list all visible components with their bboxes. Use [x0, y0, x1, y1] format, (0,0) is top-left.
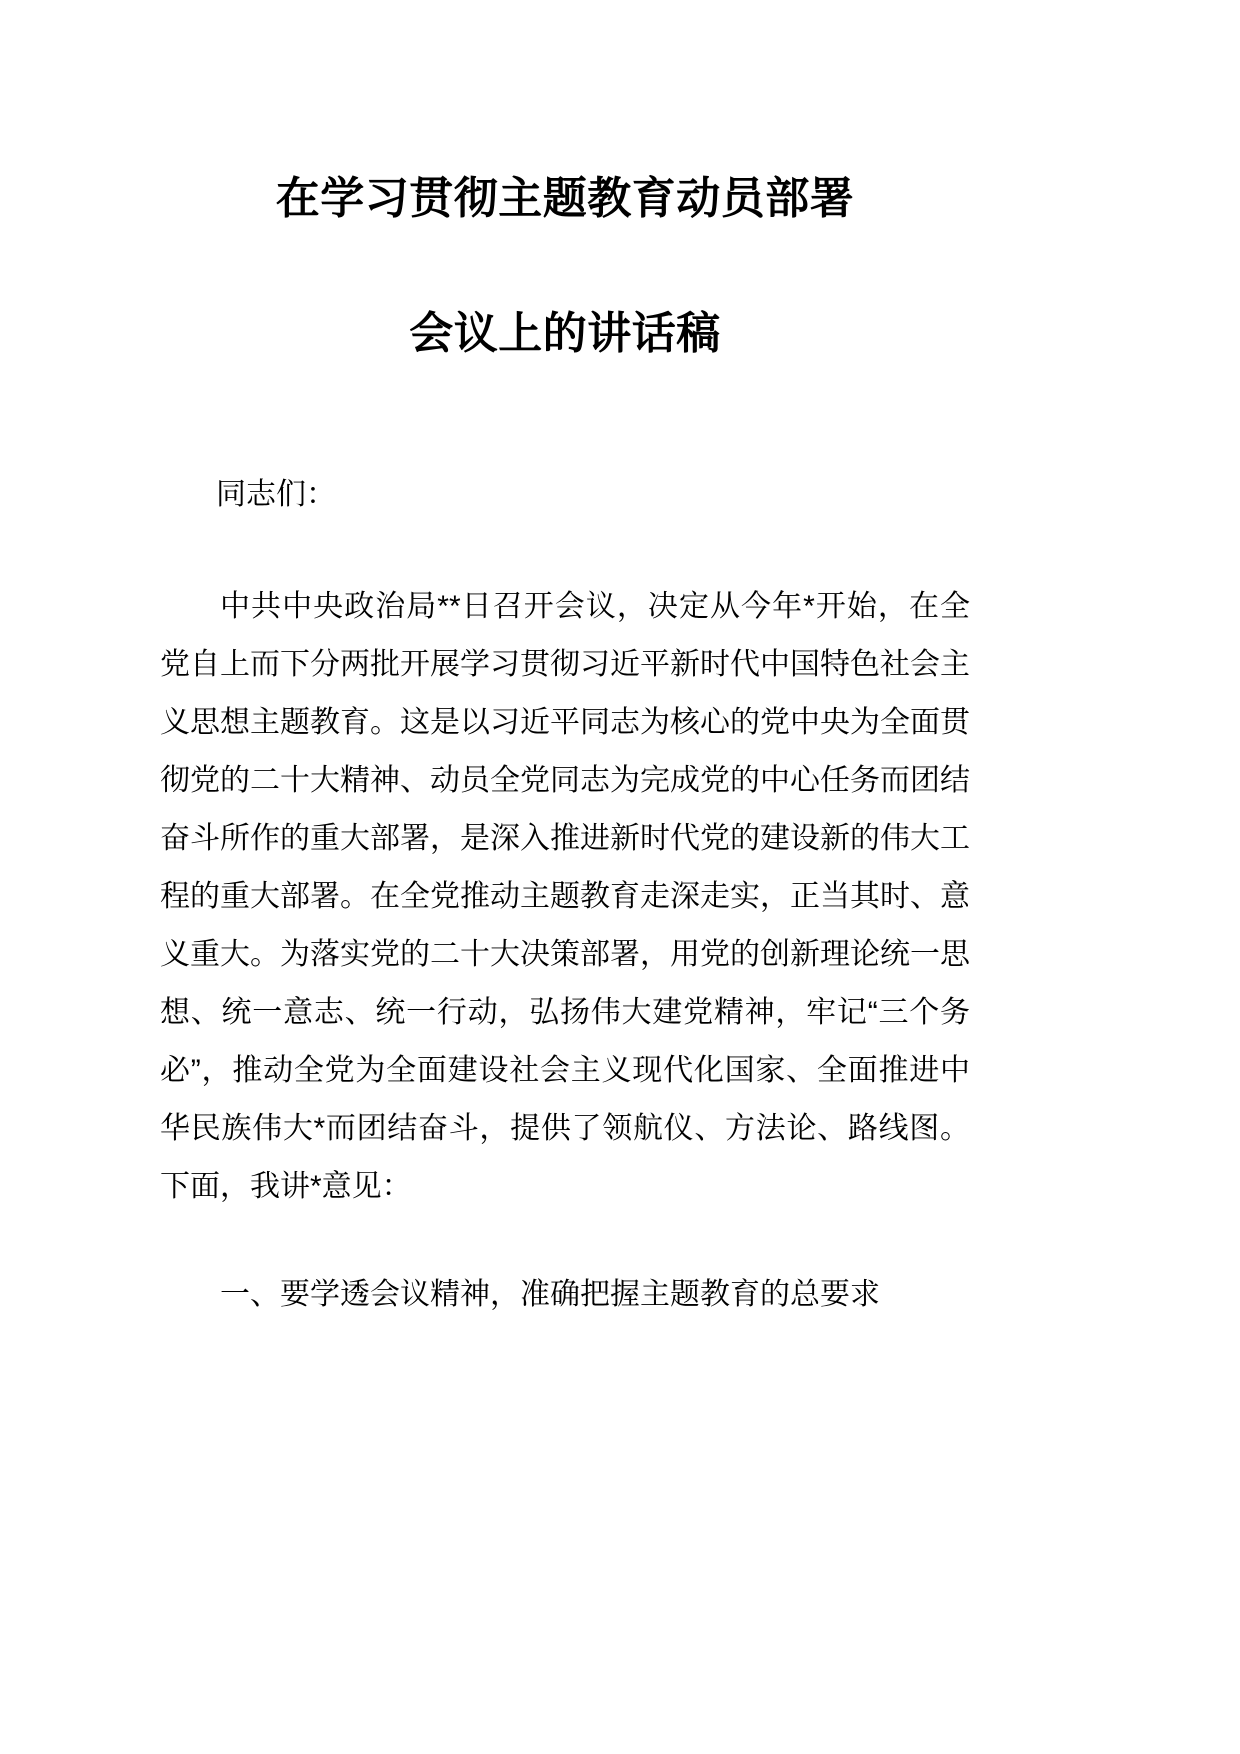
document-body: [160, 0, 970, 1324]
page-title-line-1: 在学习贯彻主题教育动员部署: [275, 174, 855, 223]
section-heading-1: 一、要学透会议精神，准确把握主题教育的总要求: [220, 1278, 880, 1312]
salutation: 同志们：: [216, 478, 336, 512]
body-paragraph-1: 中共中央政治局**日召开会议，决定从今年*开始，在全党自上而下分两批开展学习贯彻习近平新时代中国特色社会主义思想主题教育。这是以习近平同志为核心的党中央为全面贯彻党的二十大精神、动员全党同志为完成党的中心任务而团结奋斗所作的重大部署，是深入推进新时代党的建设新的伟大工程的重大部署。在全党推动主题教育走深走实，正当其时、意义重大。为落实党的二十大决策部署，用党的创新理论统一思想、统一意志、统一行动，弘扬伟大建党精神，牢记“三个务必”，推动全党为全面建设社会主义现代化国家、全面推进中华民族伟大*而团结奋斗，提供了领航仪、方法论、路线图。下面，我讲*意见：: [160, 590, 970, 1204]
page-title-line-2: 会议上的讲话稿: [409, 309, 721, 359]
